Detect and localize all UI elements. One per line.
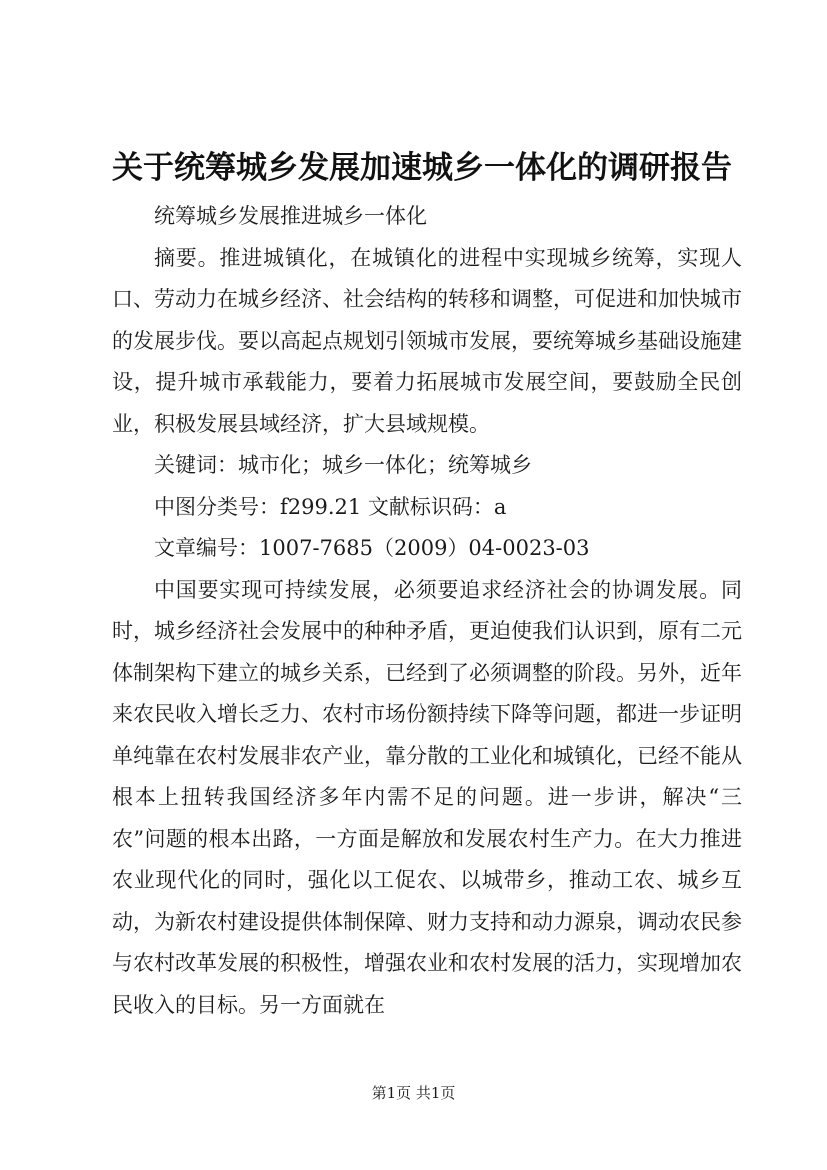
document-title: 关于统筹城乡发展加速城乡一体化的调研报告 bbox=[112, 150, 732, 186]
subtitle-paragraph: 统筹城乡发展推进城乡一体化 bbox=[154, 204, 427, 228]
document-body bbox=[112, 196, 742, 1026]
keywords-paragraph: 关键词：城市化；城乡一体化；统筹城乡 bbox=[154, 453, 532, 477]
page-number-label: 第1页 共1页 bbox=[371, 1084, 456, 1102]
page-footer bbox=[0, 1083, 827, 1103]
article-number-paragraph: 文章编号：1007-7685（2009）04-0023-03 bbox=[154, 536, 590, 560]
classification-paragraph: 中图分类号：f299.21 文献标识码：a bbox=[154, 494, 507, 519]
abstract-paragraph: 摘要。推进城镇化，在城镇化的进程中实现城乡统筹，实现人口、劳动力在城乡经济、社会结构的转移和调整，可促进和加快城市的发展步伐。要以高起点规划引领城市发展，要统筹城乡基础设施建设，提升城市承载能力，要着力拓展城市发展空间，要鼓励全民创业，积极发展县域经济，扩大县域规模。 bbox=[112, 245, 742, 436]
body-paragraph: 中国要实现可持续发展，必须要追求经济社会的协调发展。同时，城乡经济社会发展中的种种矛盾，更迫使我们认识到，原有二元体制架构下建立的城乡关系，已经到了必须调整的阶段。另外，近年来农民收入增长乏力、农村市场份额持续下降等问题，都进一步证明单纯靠在农村发展非农产业，靠分散的工业化和城镇化，已经不能从根本上扭转我国经济多年内需不足的问题。进一步讲，解决“三农”问题的根本出路，一方面是解放和发展农村生产力。在大力推进农业现代化的同时，强化以工促农、以城带乡，推动工农、城乡互动，为新农村建设提供体制保障、财力支持和动力源泉，调动农民参与农村改革发展的积极性，增强农业和农村发展的活力，实现增加农民收入的目标。另一方面就在 bbox=[112, 577, 742, 1017]
